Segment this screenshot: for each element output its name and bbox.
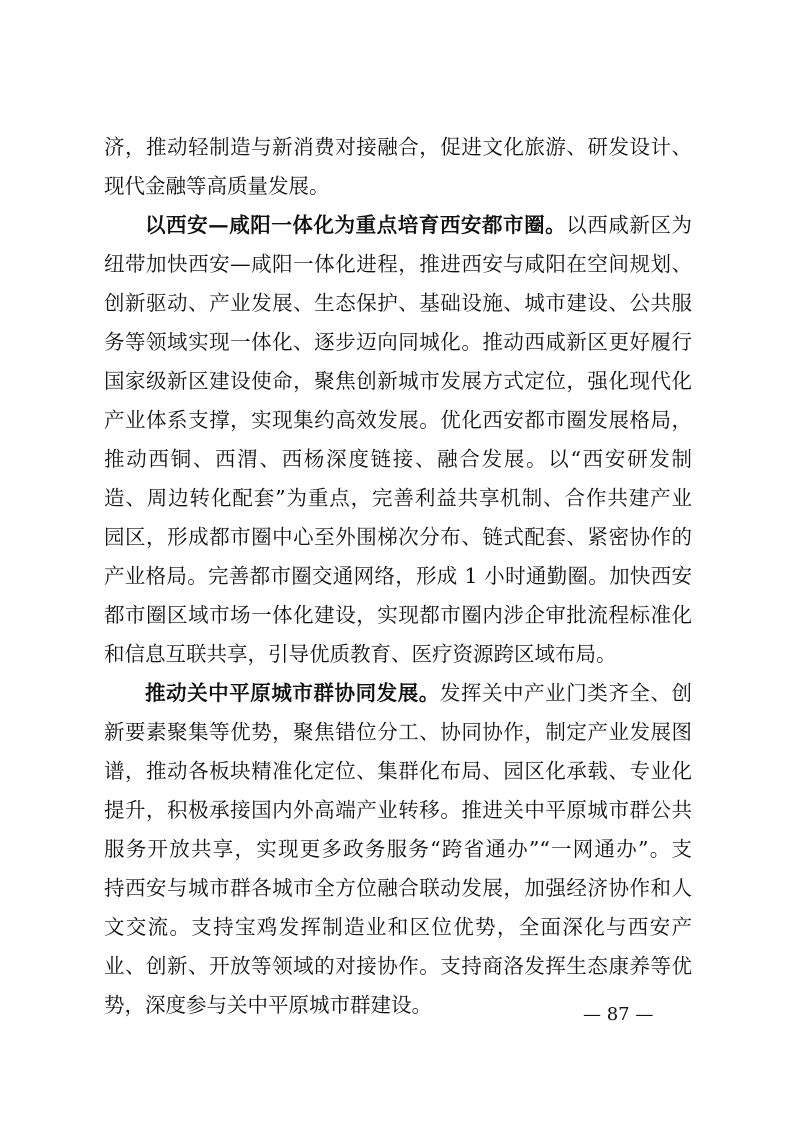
text-line: 造、周边转化配套”为重点，完善利益共享机制、合作共建产业 (104, 486, 692, 510)
text-line: 纽带加快西安—咸阳一体化进程，推进西安与咸阳在空间规划、 (104, 252, 692, 276)
text-line: 新要素聚集等优势，聚焦错位分工、协同协作，制定产业发展图 (104, 720, 692, 744)
text-line: 提升，积极承接国内外高端产业转移。推进关中平原城市群公共 (104, 798, 692, 822)
page-number: — 87 — (583, 1004, 654, 1025)
paragraph-heading-xian-metro: 以西安—咸阳一体化为重点培育西安都市圈。 (145, 213, 567, 237)
text-line: 现代金融等高质量发展。 (104, 174, 330, 198)
text-line: 产业格局。完善都市圈交通网络，形成 1 小时通勤圈。加快西安 (104, 564, 692, 588)
text-line: 都市圈区域市场一体化建设，实现都市圈内涉企审批流程标准化 (104, 603, 692, 627)
text-line: 创新驱动、产业发展、生态保护、基础设施、城市建设、公共服 (104, 291, 692, 315)
text-line: 文交流。支持宝鸡发挥制造业和区位优势，全面深化与西安产 (104, 915, 692, 939)
text-line: 济，推动轻制造与新消费对接融合，促进文化旅游、研发设计、 (104, 135, 692, 159)
text-line: 服务开放共享，实现更多政务服务“跨省通办”“一网通办”。支 (104, 837, 692, 861)
paragraph-heading-guanzhong: 推动关中平原城市群协同发展。 (145, 681, 440, 705)
text-line: 业、创新、开放等领域的对接协作。支持商洛发挥生态康养等优 (104, 954, 692, 978)
text-line: 园区，形成都市圈中心至外围梯次分布、链式配套、紧密协作的 (104, 525, 692, 549)
text-run: 以西咸新区为 (566, 213, 692, 237)
paragraph-first-line (145, 673, 692, 713)
text-line: 推动西铜、西渭、西杨深度链接、融合发展。以“西安研发制 (104, 447, 692, 471)
paragraph-first-line (145, 205, 692, 245)
text-line: 国家级新区建设使命，聚焦创新城市发展方式定位，强化现代化 (104, 369, 692, 393)
text-run: 发挥关中产业门类齐全、创 (439, 681, 692, 705)
text-line: 谱，推动各板块精准化定位、集群化布局、园区化承载、专业化 (104, 759, 692, 783)
text-line: 持西安与城市群各城市全方位融合联动发展，加强经济协作和人 (104, 876, 692, 900)
text-line: 务等领域实现一体化、逐步迈向同城化。推动西咸新区更好履行 (104, 330, 692, 354)
text-line: 势，深度参与关中平原城市群建设。 (104, 993, 432, 1017)
text-line: 产业体系支撑，实现集约高效发展。优化西安都市圈发展格局， (104, 408, 692, 432)
text-line: 和信息互联共享，引导优质教育、医疗资源跨区域布局。 (104, 642, 617, 666)
